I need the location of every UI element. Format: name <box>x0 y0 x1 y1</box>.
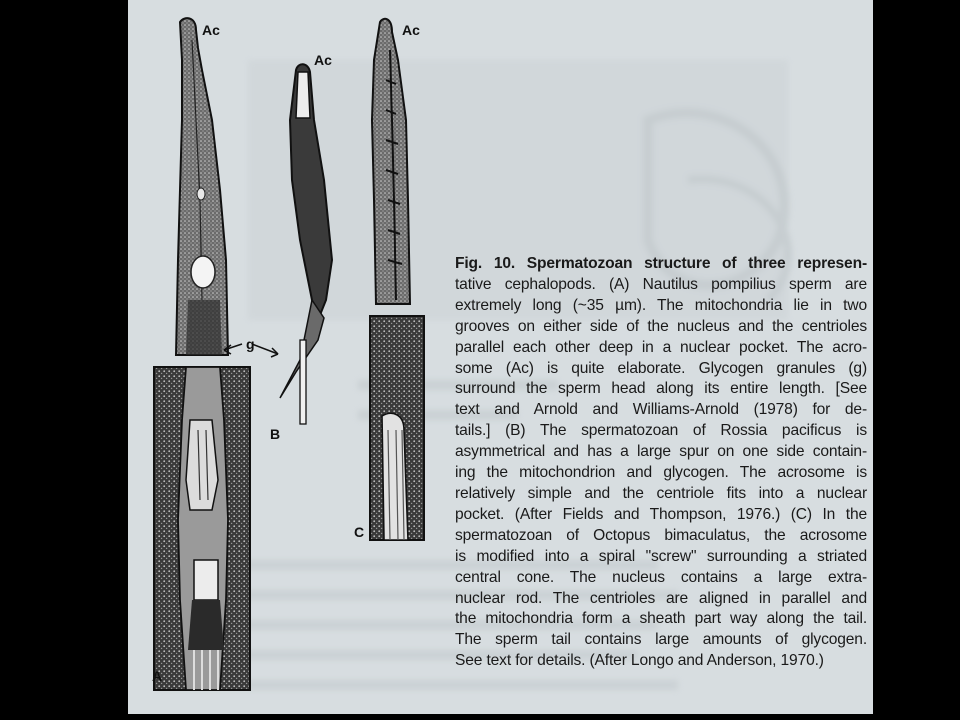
caption-line: surround the sperm head along its entire length. [See <box>455 380 867 398</box>
panel-a-lower <box>154 367 250 690</box>
caption-line: parallel each other deep in a nuclear pocket. The acro- <box>455 338 867 356</box>
label-ac-b: Ac <box>314 52 332 68</box>
label-panel-a: A <box>152 668 163 684</box>
caption-line: central cone. The nucleus contains a large extra- <box>455 568 867 586</box>
caption-line: some (Ac) is quite elaborate. Glycogen granules (g) <box>455 359 867 377</box>
panel-a-upper <box>176 18 228 355</box>
caption-line: pocket. (After Fields and Thompson, 1976.) (C) In the <box>455 505 867 523</box>
label-ac-c: Ac <box>402 22 420 38</box>
caption-line: grooves on either side of the nucleus and the centrioles <box>455 317 867 335</box>
panel-c-lower <box>370 316 424 540</box>
caption-line: See text for details. (After Longo and Anderson, 1970.) <box>455 652 824 670</box>
caption-line: text and Arnold and Williams-Arnold (1978) for de- <box>455 401 867 419</box>
caption-line: the mitochondria form a sheath part way along the tail. <box>455 610 867 628</box>
caption-line: ing the mitochondrion and glycogen. The acrosome is <box>455 464 867 482</box>
label-glycogen: g <box>246 336 255 352</box>
panel-c-upper <box>372 19 410 304</box>
caption-line: is modified into a spiral "screw" surrounding a striated <box>455 547 867 565</box>
scanned-page <box>128 0 873 714</box>
caption-line: nuclear rod. The centrioles are aligned in parallel and <box>455 589 867 607</box>
caption-line: tative cephalopods. (A) Nautilus pompilius sperm are <box>455 275 867 293</box>
label-panel-c: C <box>354 524 365 540</box>
caption-line: tails.] (B) The spermatozoan of Rossia pacificus is <box>455 422 867 440</box>
caption-line-bold: Fig. 10. Spermatozoan structure of three represen- <box>455 255 867 272</box>
label-panel-b: B <box>270 426 281 442</box>
label-ac-a: Ac <box>202 22 220 38</box>
caption-line <box>455 254 867 275</box>
caption-line: The sperm tail contains large amounts of glycogen. <box>455 631 867 649</box>
caption-line: asymmetrical and has a large spur on one side contain- <box>455 443 867 461</box>
caption-line: extremely long (~35 µm). The mitochondria lie in two <box>455 296 867 314</box>
figure-caption <box>455 254 867 672</box>
caption-line: spermatozoan of Octopus bimaculatus, the acrosome <box>455 526 867 544</box>
caption-line: relatively simple and the centriole fits into a nuclear <box>455 484 867 502</box>
